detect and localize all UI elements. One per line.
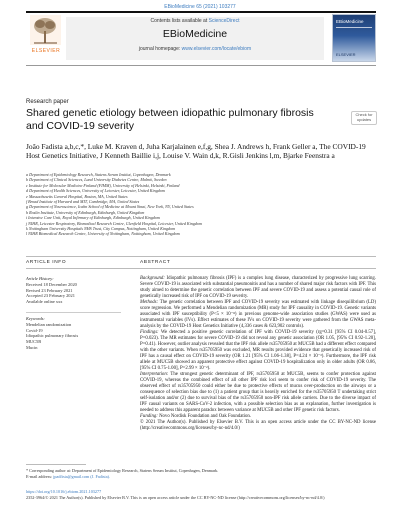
affiliation: c Institute for Molecular Medicine Finland (FIMM), University of Helsinki, Helsinki, Finland <box>26 182 180 188</box>
cover-publisher: ELSEVIER <box>336 52 356 57</box>
keyword: Idiopathic pulmonary fibrosis <box>26 333 79 339</box>
cover-title: EBioMedicine <box>336 19 364 24</box>
abstract-interpretation <box>140 372 376 414</box>
affiliation: e Massachusetts General Hospital, Boston, MA, United States <box>26 193 128 199</box>
history-label: Article History: <box>26 276 54 281</box>
revised-date: Revised 23 February 2021 <box>26 287 73 293</box>
divider <box>26 268 376 269</box>
homepage-link[interactable]: www.elsevier.com/locate/ebiom <box>181 46 252 52</box>
footnote <box>26 468 376 479</box>
issn-license-line: 2352-3964/© 2021 The Author(s). Published by Elsevier B.V. This is an open access article under the CC BY-NC-ND license (http://creativecommons.org/licenses/by-nc-nd/4.0/) <box>26 494 325 500</box>
journal-cover-image[interactable] <box>332 14 376 62</box>
funding-label: Funding: <box>140 413 158 419</box>
affiliation: g Department of Neuroscience, Icahn School of Medicine at Mount Sinai, New York, NY, United States <box>26 204 194 210</box>
abstract-body <box>140 276 376 432</box>
abstract-findings <box>140 330 376 372</box>
email-line <box>26 474 376 480</box>
email-label: E-mail address: <box>26 473 53 479</box>
author-list: João Fadista a,b,c,*, Luke M. Kraven d, Juha Karjalainen e,f,g, Shea J. Andrews h, Frank Geller a, The COVID-19 Host Genetics Initiative, J Kenneth Baillie i,j, Louise V. Wain d,k, R.Gisli Jenkins l,m, Bjarke Feenstra a <box>26 142 366 161</box>
article-title: Shared genetic etiology between idiopathic pulmonary fibrosis and COVID-19 severity <box>26 107 314 132</box>
affiliation: h Roslin Institute, University of Edinburgh, Edinburgh, United Kingdom <box>26 209 145 215</box>
copyright-notice: © 2021 The Author(s). Published by Elsevier B.V. This is an open access article under the CC BY-NC-ND license (http://creativecommons.org/licenses/by-nc-nd/4.0/) <box>140 419 376 431</box>
homepage-prefix: journal homepage: <box>138 46 181 52</box>
keyword: MUC5B <box>26 339 42 345</box>
affiliations <box>26 172 376 237</box>
affiliation: d Department of Health Sciences, University of Leicester, Leicester, United Kingdom <box>26 188 165 194</box>
online-date: Available online xxx <box>26 299 63 305</box>
keyword: Mucin <box>26 344 38 350</box>
publisher-logo-text: ELSEVIER <box>31 48 61 54</box>
journal-name: EBioMedicine <box>162 28 228 40</box>
journal-homepage-line <box>66 46 324 52</box>
affiliation: k Nottingham University Hospitals NHS Trust, City Campus, Nottingham, United Kingdom <box>26 226 176 232</box>
divider <box>26 256 376 257</box>
abstract-methods <box>140 300 376 330</box>
corresponding-author: * Corresponding author at: Department of Epidemiology Research, Statens Serum Institut, Copenhagen, Denmark. <box>26 468 219 473</box>
contents-line <box>66 18 324 24</box>
check-for-updates-button[interactable]: Check for updates <box>351 111 377 125</box>
doi-link[interactable]: https://doi.org/10.1016/j.ebiom.2021.103277 <box>26 489 102 494</box>
keyword: Mendelian randomization <box>26 321 72 327</box>
email-link[interactable]: jpadfista@gmail.com (J. Fadista). <box>53 473 110 479</box>
abstract-background <box>140 276 376 300</box>
accepted-date: Accepted 23 February 2021 <box>26 293 75 299</box>
doi-block <box>26 489 376 500</box>
affiliation: j NIHR, Leicester Respiratory, Biomedical Research Centre, Glenfield Hospital, Leicester, United Kingdom <box>26 220 202 226</box>
footnote-divider <box>26 464 86 465</box>
interpretation-label: Interpretation: <box>140 371 169 377</box>
contents-prefix: Contents lists available at <box>150 18 208 24</box>
methods-label: Methods: <box>140 299 159 305</box>
keyword: Covid-19 <box>26 327 43 333</box>
findings-label: Findings: <box>140 329 159 335</box>
divider <box>26 305 121 313</box>
article-type: Research paper <box>26 99 69 105</box>
article-info <box>26 276 121 351</box>
findings-text: We detected a positive genetic correlation of IPF with COVID-19 severity (rg=0.31 [95% CI 0.04-0.57], P=0.023). The MR estimates for severe COVID-19 did not reveal any genetic association (OR 1.05, [95% CI 0.92-1.20], P=0.41). However, outlier analysis revealed that the IPF risk allele rs35705950 at MUC5B had a different effect compared with the other variants. When rs35705950 was excluded, MR results provided evidence that genetically increased risk of IPF has a causal effect on COVID-19 severity (OR 1.21 [95% CI 1.06-1.38], P=4.24 × 10⁻³). Furthermore, the IPF risk allele at MUC5B showed an apparent protective effect against COVID-19 hospitalization only in older adults (OR 0.86, [95% CI 0.75-1.00], P=2.99 × 10⁻²). <box>140 329 376 371</box>
funding-text: Novo Nordisk Foundation and Oak Foundation. <box>159 413 251 419</box>
affiliation: b Department of Clinical Sciences, Lund University Diabetes Centre, Malmö, Sweden <box>26 177 167 183</box>
affiliation: f Broad Institute of Harvard and MIT, Cambridge, MA, United States <box>26 199 140 205</box>
cover-divider <box>336 27 372 28</box>
received-date: Received 18 December 2020 <box>26 281 77 287</box>
affiliation: i Intensive Care Unit, Royal Infirmary of Edinburgh, Edinburgh, United Kingdom <box>26 215 160 221</box>
methods-text: The genetic correlation between IPF and COVID-19 severity was estimated with linkage disequilibrium (LD) score regression. We performed a Mendelian randomization (MR) study for IPF causality in COVID-19. Genetic variants associated with IPF susceptibility (P<5 × 10⁻⁸) in previous genome-wide association studies (GWAS) were used as instrumental variables (IVs). Effect estimates of these IVs on COVID-19 severity were gathered from the GWAS meta-analysis by the COVID-19 Host Genetics Initiative (4,336 cases & 623,902 controls). <box>140 299 376 329</box>
interpretation-text: The strongest genetic determinant of IPF, rs35705950 at MUC5B, seems to confer protection against COVID-19, whereas the combined effect of all other IPF risk loci seem to confer risk of COVID-19 severity. The observed effect of rs35705950 could either be due to protective effects of mucus over-production on the airways or a consequence of selection bias due to (1) a patient group that is heavily enriched for the rs35705950 T undertaking strict self-isolation and/or (2) due to survival bias of the rs35705950 non-IPF risk allele carriers. Due to the diverse impact of IPF causal variants on SARS-CoV-2 infection, with a possible selection bias as an explanation, further investigation is needed to address this apparent paradox between variance at MUC5B and other IPF genetic risk factors. <box>140 371 376 413</box>
background-label: Background: <box>140 276 165 281</box>
affiliation: a Department of Epidemiology Research, Statens Serum Institut, Copenhagen, Denmark <box>26 172 171 177</box>
sciencedirect-link[interactable]: ScienceDirect <box>208 18 240 24</box>
affiliation: l NIHR Biomedical Research Centre, University of Nottingham, Nottingham, United Kingdom <box>26 231 180 237</box>
keywords-label: Keywords: <box>26 315 45 321</box>
background-text: Idiopathic pulmonary fibrosis (IPF) is a complex lung disease, characterized by progressive lung scarring. Severe COVID-19 is associated with substantial pneumonitis and has a number of shared major risk factors with IPF. This study aimed to determine the genetic correlation between IPF and severe COVID-19 and assess a potential causal role of genetically increased risk of IPF on COVID-19 severity. <box>140 276 376 299</box>
elsevier-tree-icon <box>30 15 61 45</box>
article-info-heading: ARTICLE INFO <box>26 260 67 265</box>
abstract-heading: ABSTRACT <box>140 260 171 265</box>
journal-reference[interactable]: EBioMedicine 65 (2021) 103277 <box>164 4 236 10</box>
